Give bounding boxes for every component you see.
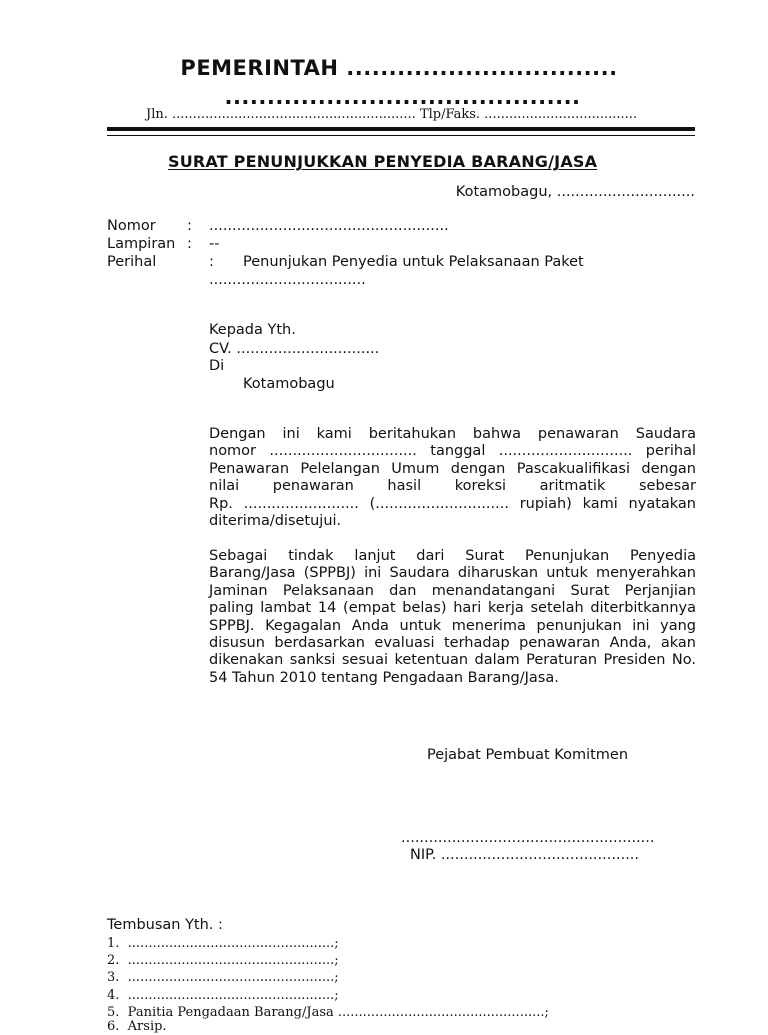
cc-item-number: 2. xyxy=(107,953,120,968)
cc-item-number: 1. xyxy=(107,936,120,951)
place-date: Kotamobagu, .............................. xyxy=(455,184,695,200)
nomor-label: Nomor xyxy=(107,218,156,234)
paragraph-follow-up xyxy=(209,548,696,687)
signature-title: Pejabat Pembuat Komitmen xyxy=(427,747,629,763)
cc-item-number: 5. xyxy=(107,1005,120,1020)
paragraph-line: paling lambat 14 (empat belas) hari kerja setelah diterbitkannya xyxy=(209,600,696,617)
letterhead-dotted-line: .......................................... xyxy=(224,85,581,109)
signature-name-line: ....................................................... xyxy=(401,830,655,846)
cc-item xyxy=(107,969,339,986)
letterhead-address: Jln. ........................................................... Tlp/Faks. ..................................... xyxy=(146,107,638,122)
cc-item xyxy=(107,1018,167,1035)
paragraph-line: dikenakan sanksi sesuai ketentuan dalam Peraturan Presiden No. xyxy=(209,652,696,669)
paragraph-line: Rp. ......................... (............................. rupiah) kami nyatakan xyxy=(209,495,696,512)
lampiran-colon: : xyxy=(187,236,192,252)
recipient-salutation: Kepada Yth. xyxy=(209,322,296,338)
cc-item xyxy=(107,987,339,1004)
paragraph-line: Dengan ini kami beritahukan bahwa penawaran Saudara xyxy=(209,426,696,442)
recipient-company: CV. ............................... xyxy=(209,341,380,357)
recipient-city: Kotamobagu xyxy=(243,376,335,392)
perihal-value: Penunjukan Penyedia untuk Pelaksanaan Paket xyxy=(243,254,584,270)
cc-item-text: ..................................................; xyxy=(127,970,339,985)
paragraph-line: disusun berdasarkan evaluasi terhadap penawaran Anda, akan xyxy=(209,634,696,651)
letterhead-rule-thin xyxy=(107,135,695,136)
paragraph-line: SPPBJ. Kegagalan Anda untuk menerima penunjukan ini yang xyxy=(209,617,696,634)
paragraph-line: Penawaran Pelelangan Umum dengan Pascakualifikasi dengan xyxy=(209,460,696,477)
cc-item xyxy=(107,935,339,952)
perihal-label: Perihal xyxy=(107,254,157,270)
cc-item-text: ..................................................; xyxy=(127,936,339,951)
paragraph-line: nilai penawaran hasil koreksi aritmatik sebesar xyxy=(209,478,696,495)
cc-item-number: 4. xyxy=(107,988,120,1003)
lampiran-label: Lampiran xyxy=(107,236,176,252)
lampiran-value: -- xyxy=(209,236,220,252)
cc-item-text: ..................................................; xyxy=(127,953,339,968)
cc-item-text: Arsip. xyxy=(127,1019,167,1034)
signature-nip: NIP. ........................................... xyxy=(410,847,640,863)
document-title: SURAT PENUNJUKKAN PENYEDIA BARANG/JASA xyxy=(168,152,598,171)
cc-item-text: Panitia Pengadaan Barang/Jasa ..................................................; xyxy=(127,1005,549,1020)
paragraph-line: nomor ................................ tanggal ............................. perihal xyxy=(209,443,696,460)
paragraph-line: Barang/Jasa (SPPBJ) ini Saudara diharuskan untuk menyerahkan xyxy=(209,565,696,582)
cc-item-text: ..................................................; xyxy=(127,988,339,1003)
letterhead-government-line: PEMERINTAH ................................ xyxy=(180,56,618,80)
paragraph-line: 54 Tahun 2010 tentang Pengadaan Barang/Jasa. xyxy=(209,669,559,686)
paragraph-line: diterima/disetujui. xyxy=(209,512,342,529)
paragraph-line: Sebagai tindak lanjut dari Surat Penunjukan Penyedia xyxy=(209,548,696,564)
cc-item xyxy=(107,952,339,969)
cc-item xyxy=(107,1004,549,1021)
cc-item-number: 6. xyxy=(107,1019,120,1034)
cc-item-number: 3. xyxy=(107,970,120,985)
nomor-colon: : xyxy=(187,218,192,234)
letterhead-rule-thick xyxy=(107,127,695,131)
perihal-value-continuation: .................................. xyxy=(209,272,366,288)
recipient-di: Di xyxy=(209,358,225,374)
nomor-value: .................................................... xyxy=(209,218,449,234)
cc-heading: Tembusan Yth. : xyxy=(107,917,223,933)
paragraph-line: Jaminan Pelaksanaan dan menandatangani Surat Perjanjian xyxy=(209,582,696,599)
paragraph-notification xyxy=(209,426,696,530)
perihal-colon: : xyxy=(209,254,214,270)
